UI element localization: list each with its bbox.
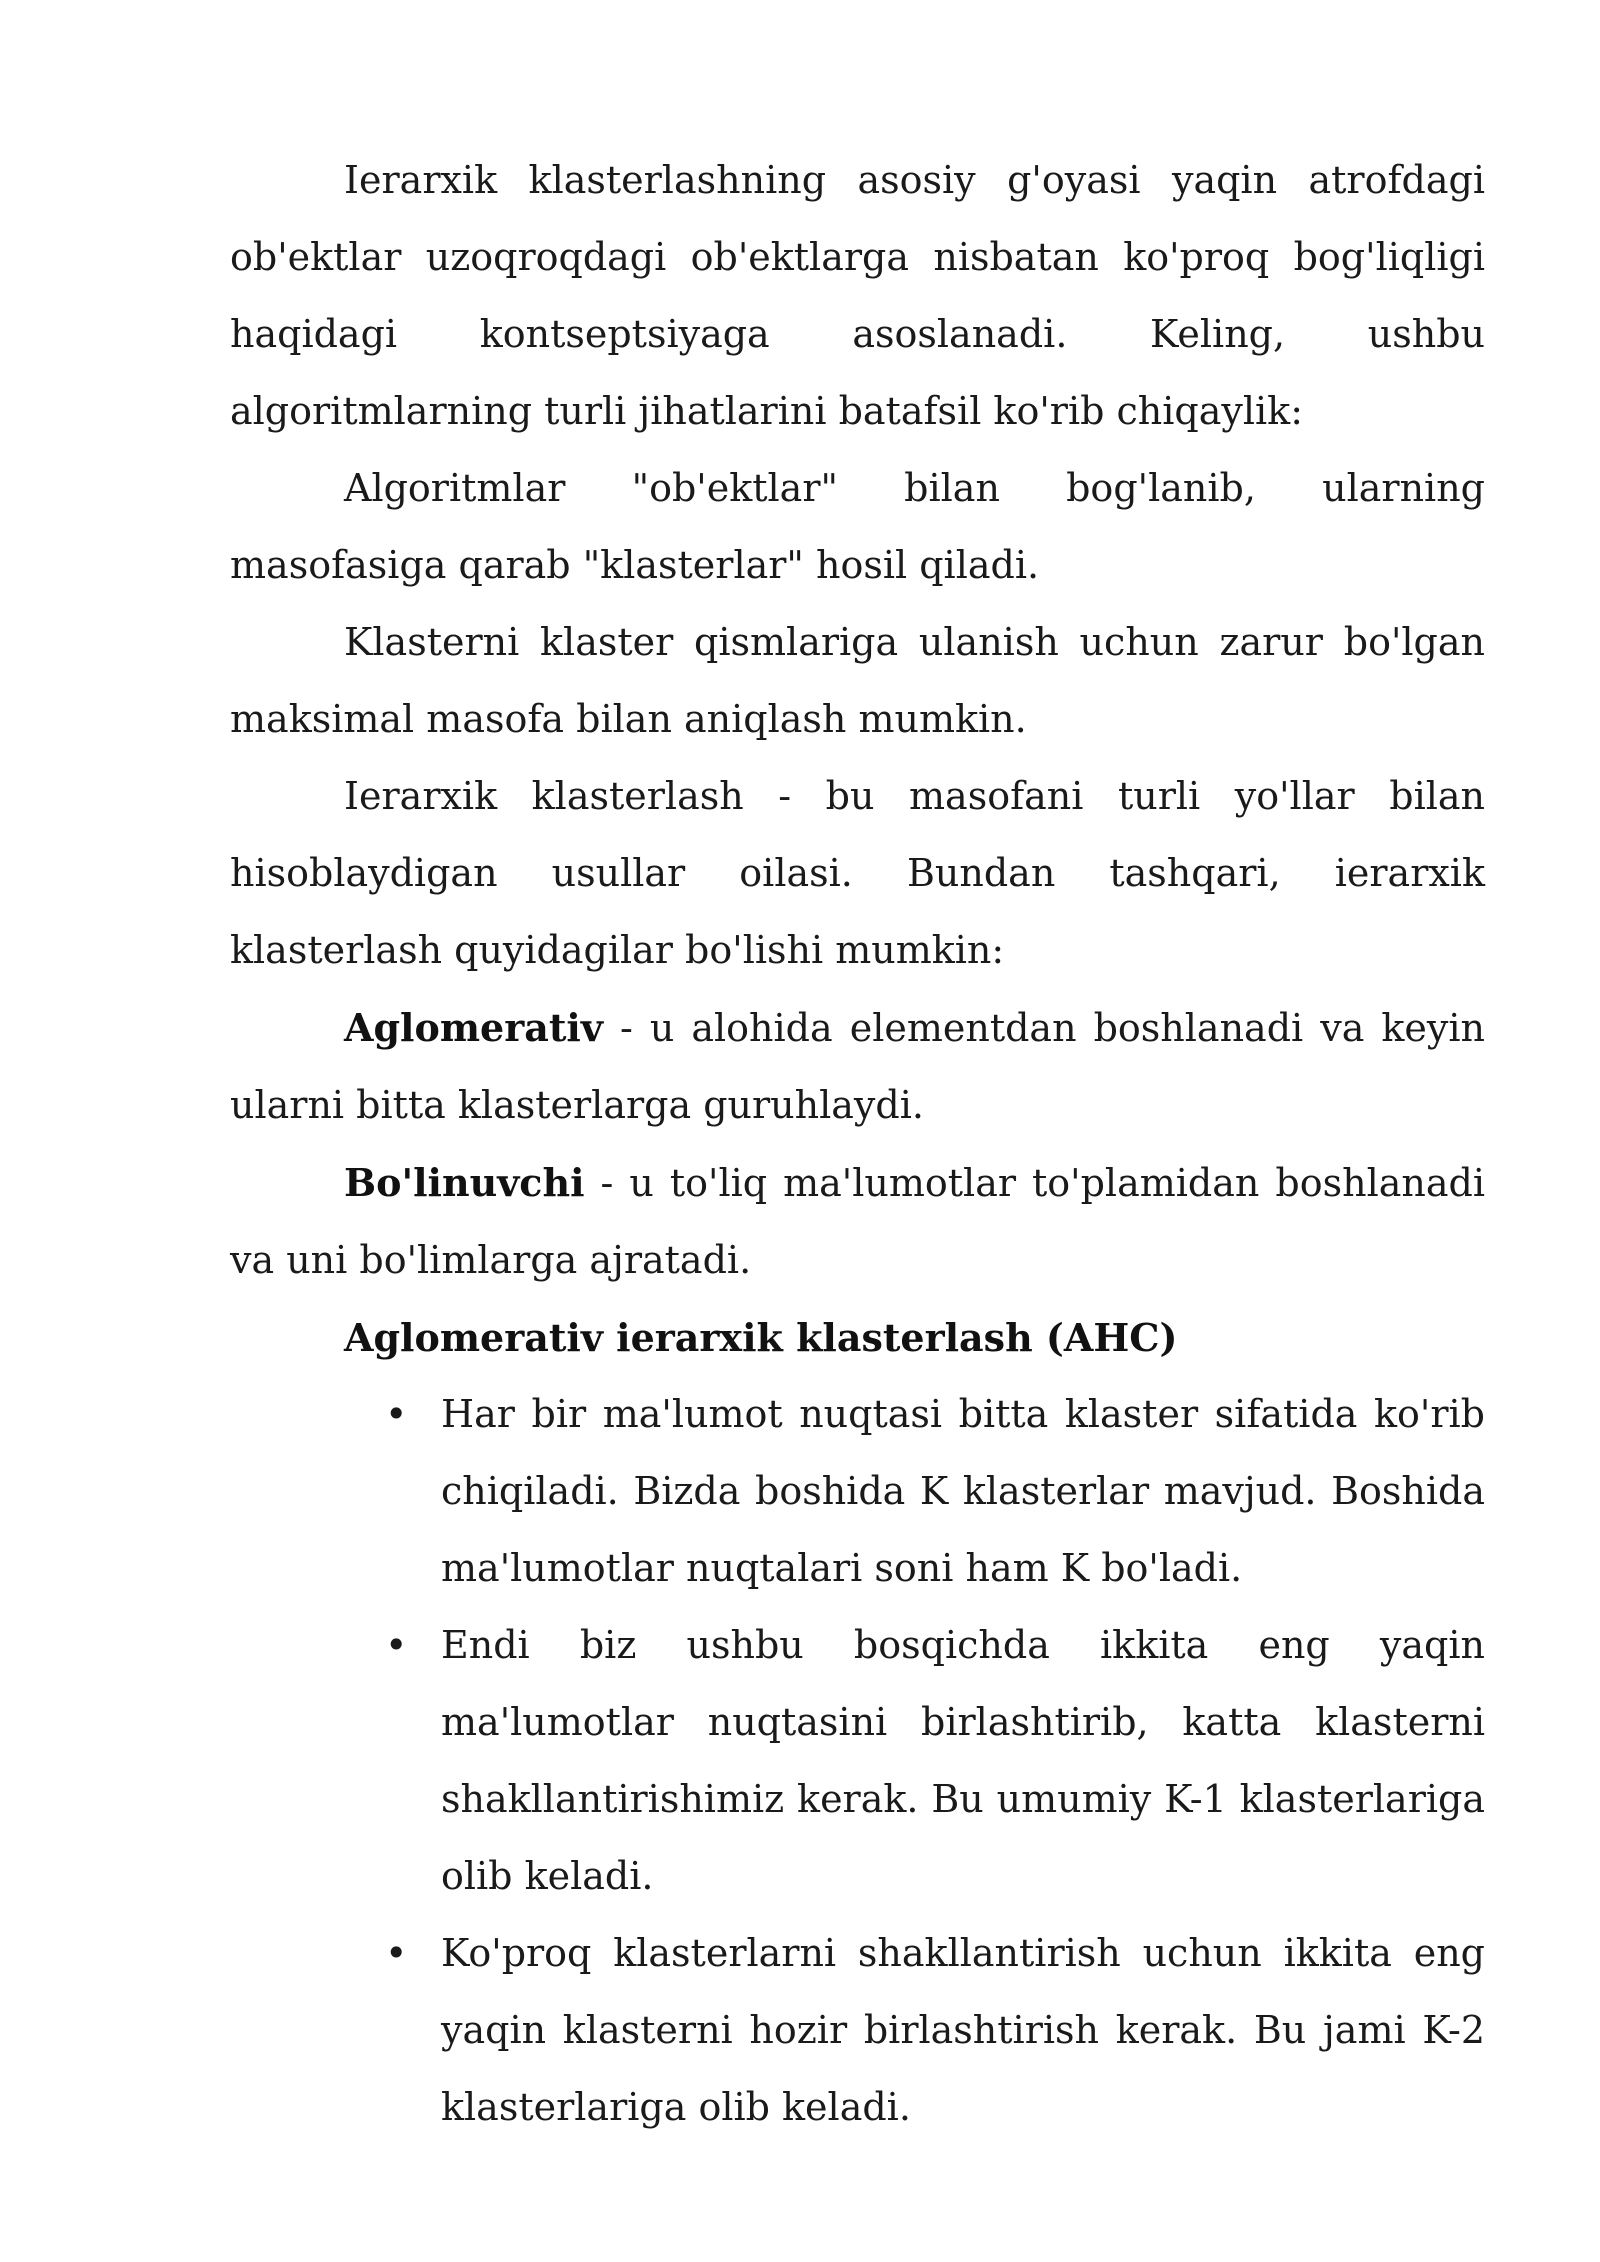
bullet-list: [230, 1376, 1485, 2146]
definition-term: Bo'linuvchi: [344, 1160, 585, 1205]
list-item: [385, 1607, 1485, 1915]
definition-agglomerative: [230, 989, 1485, 1144]
section-heading: Aglomerativ ierarxik klasterlash (AHC): [344, 1315, 1178, 1360]
list-item-text: Ko'proq klasterlarni shakllantirish uchun ikkita eng yaqin klasterni hozir birlashtirish kerak. Bu jami K-2 klasterlariga olib keladi.: [441, 1931, 1485, 2129]
bullet-icon: •: [385, 1623, 408, 1667]
bullet-icon: •: [385, 1931, 408, 1975]
definition-term: Aglomerativ: [344, 1005, 603, 1050]
paragraph-methods-family: Ierarxik klasterlash - bu masofani turli yo'llar bilan hisoblaydigan usullar oilasi. Bundan tashqari, ierarxik klasterlash quyidagilar bo'lishi mumkin:: [230, 774, 1485, 972]
definition-text: - u to'liq ma'lumotlar to'plamidan boshlanadi va uni bo'limlarga ajratadi.: [230, 1161, 1485, 1282]
paragraph-objects: Algoritmlar "ob'ektlar" bilan bog'lanib, ularning masofasiga qarab "klasterlar" hosil qiladi.: [230, 466, 1485, 587]
definition-divisive: [230, 1144, 1485, 1299]
paragraph-max-distance: Klasterni klaster qismlariga ulanish uchun zarur bo'lgan maksimal masofa bilan aniqlash mumkin.: [230, 620, 1485, 741]
list-item-text: Har bir ma'lumot nuqtasi bitta klaster sifatida ko'rib chiqiladi. Bizda boshida K klasterlar mavjud. Boshida ma'lumotlar nuqtalari soni ham K bo'ladi.: [441, 1392, 1485, 1590]
list-item-text: Endi biz ushbu bosqichda ikkita eng yaqin ma'lumotlar nuqtasini birlashtirib, katta klasterni shakllantirishimiz kerak. Bu umumiy K-1 klasterlariga olib keladi.: [441, 1623, 1485, 1898]
definition-text: - u alohida elementdan boshlanadi va keyin ularni bitta klasterlarga guruhlaydi.: [230, 1006, 1485, 1127]
list-item: [385, 1376, 1485, 1607]
paragraph-intro: Ierarxik klasterlashning asosiy g'oyasi yaqin atrofdagi ob'ektlar uzoqroqdagi ob'ektlarga nisbatan ko'proq bog'liqligi haqidagi kontseptsiyaga asoslanadi. Keling, ushbu algoritmlarning turli jihatlarini batafsil ko'rib chiqaylik:: [230, 158, 1485, 433]
bullet-icon: •: [385, 1392, 408, 1436]
list-item: [385, 1915, 1485, 2146]
document-body: [230, 142, 1485, 2146]
